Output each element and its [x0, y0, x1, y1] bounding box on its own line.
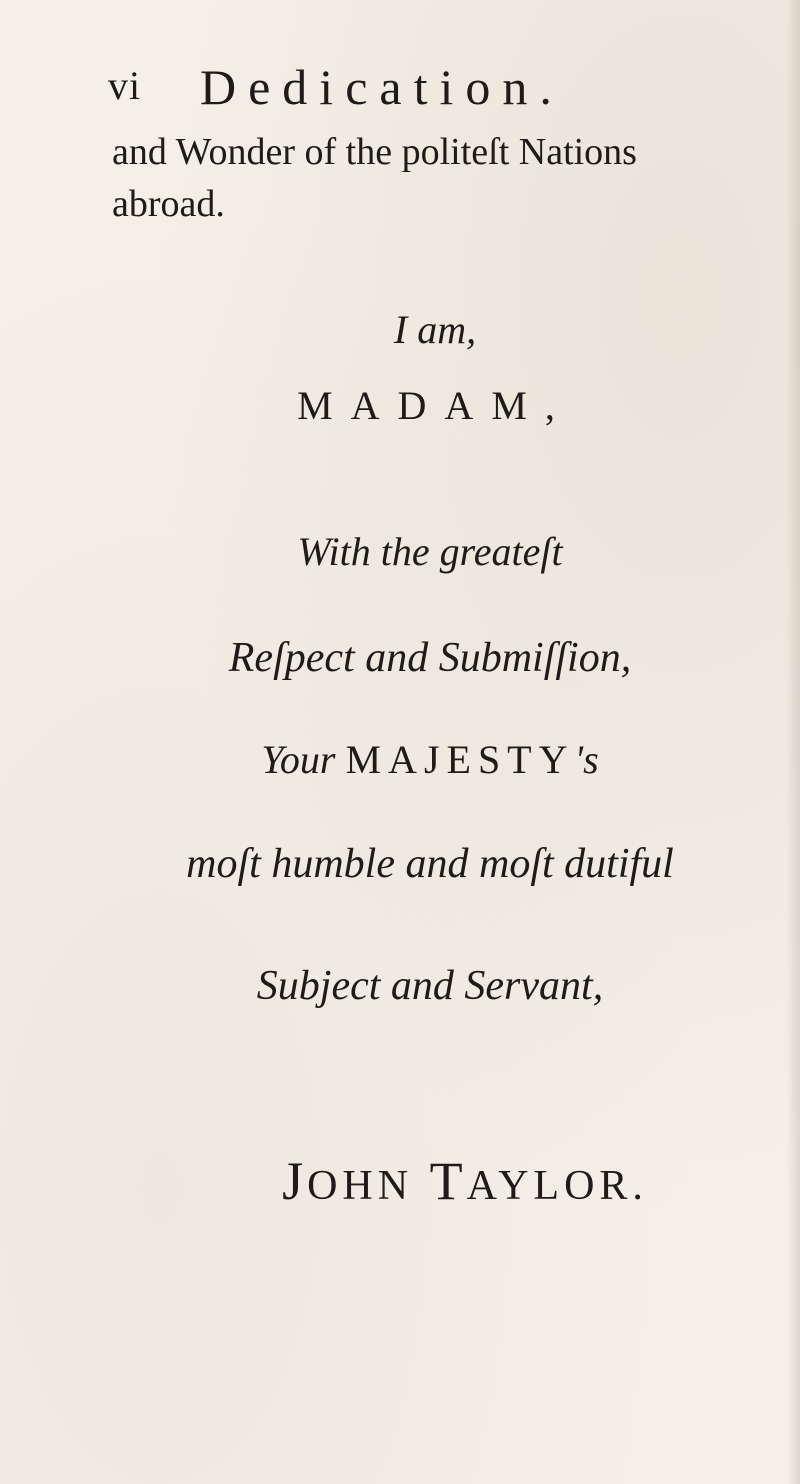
- running-head: Dedication.: [200, 59, 564, 115]
- closing-your-majesty: [0, 736, 800, 783]
- body-line-1: and Wonder of the politeſt Nations: [112, 131, 637, 173]
- page-header: [108, 58, 708, 114]
- closing-most-humble: moſt humble and moſt dutiful: [186, 841, 674, 887]
- signature-first-initial: J: [282, 1151, 308, 1211]
- closing-subject-servant: Subject and Servant,: [256, 963, 604, 1009]
- body-line-2: abroad.: [112, 183, 225, 225]
- closing-majesty-suffix: 's: [574, 737, 599, 782]
- closing-your: Your: [261, 737, 336, 782]
- signature-first-rest: OHN: [307, 1163, 414, 1209]
- closing-majesty: MAJESTY: [345, 737, 575, 782]
- closing-madam: MADAM,: [297, 383, 573, 428]
- closing-respect-submission: Reſpect and Submiſſion,: [228, 635, 632, 681]
- signature-last-initial: T: [429, 1151, 467, 1211]
- closing-i-am: I am,: [393, 307, 477, 352]
- page-number: vi: [108, 63, 142, 108]
- closing-with-greatest: With the greateſt: [297, 529, 563, 574]
- signature-last-rest: AYLOR.: [466, 1163, 648, 1209]
- signature: [0, 1150, 800, 1212]
- body-paragraph: [112, 126, 792, 230]
